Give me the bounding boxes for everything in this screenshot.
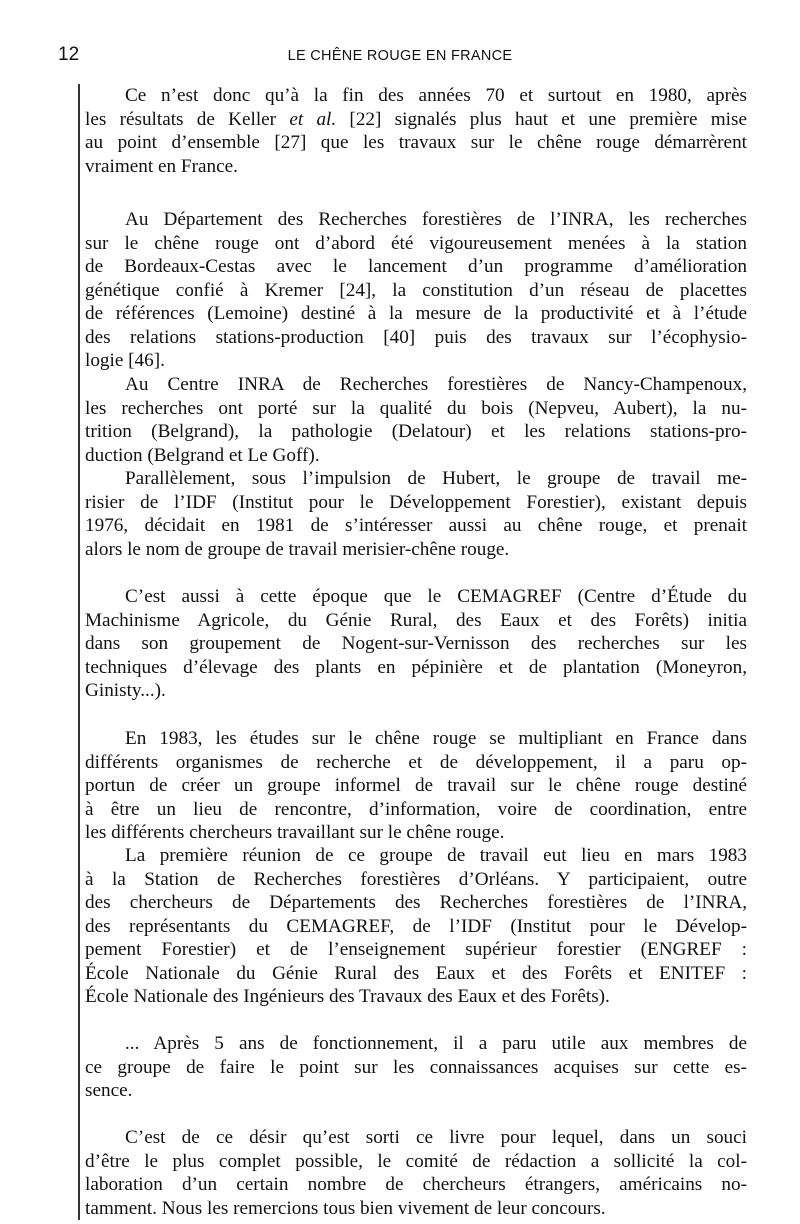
text-line: dans son groupement de Nogent-sur-Vernisson des recherches sur les — [85, 633, 747, 654]
text-line: à la Station de Recherches forestières d’Orléans. Y participaient, outre — [85, 868, 747, 890]
text-line: Au Département des Recherches forestières de l’INRA, les recherches — [125, 209, 747, 230]
text-line: duction (Belgrand et Le Goff). — [85, 444, 320, 466]
italic-text: et al. — [289, 108, 337, 130]
paragraph — [85, 1126, 747, 1220]
text-line: trition (Belgrand), la pathologie (Delatour) et les relations stations-pro- — [85, 421, 747, 442]
text-line: les recherches ont porté sur la qualité du bois (Nepveu, Aubert), la nu- — [85, 397, 747, 419]
paragraph — [85, 585, 747, 703]
text-line: de références (Lemoine) destiné à la mesure de la productivité et à l’étude — [85, 303, 747, 324]
text-line: d’être le plus complet possible, le comité de rédaction a sollicité la col- — [85, 1150, 747, 1172]
paragraph — [85, 1032, 747, 1103]
text-line: ... Après 5 ans de fonctionnement, il a paru utile aux membres de — [125, 1033, 747, 1054]
text-line: La première réunion de ce groupe de travail eut lieu en mars 1983 — [125, 845, 747, 866]
text-line: Ce n’est donc qu’à la fin des années 70 et surtout en 1980, après — [125, 85, 747, 106]
text-line: techniques d’élevage des plants en pépinière et de plantation (Moneyron, — [85, 656, 747, 678]
running-title: LE CHÊNE ROUGE EN FRANCE — [287, 48, 513, 64]
text-line: ce groupe de faire le point sur les connaissances acquises sur cette es- — [85, 1056, 747, 1078]
paragraph — [85, 844, 747, 1009]
text-line: à être un lieu de rencontre, d’information, voire de coordination, entre — [85, 798, 747, 820]
text-line: portun de créer un groupe informel de travail sur le chêne rouge destiné — [85, 775, 747, 796]
text-line: des chercheurs de Départements des Recherches forestières de l’INRA, — [85, 892, 747, 913]
text-line: de Bordeaux-Cestas avec le lancement d’un programme d’amélioration — [85, 256, 747, 277]
paragraph — [85, 373, 747, 467]
text-line: vraiment en France. — [85, 155, 238, 177]
text-line: Au Centre INRA de Recherches forestières de Nancy-Champenoux, — [125, 374, 747, 395]
paragraph — [85, 208, 747, 373]
paragraph — [85, 84, 747, 178]
text-line: risier de l’IDF (Institut pour le Développement Forestier), existant depuis — [85, 491, 747, 513]
text-line: des représentants du CEMAGREF, de l’IDF (Institut pour le Dévelop- — [85, 915, 747, 937]
text-line: École Nationale du Génie Rural des Eaux et des Forêts et ENITEF : — [85, 962, 747, 984]
text-line: tamment. Nous les remercions tous bien vivement de leur concours. — [85, 1197, 606, 1219]
text-segment: [22] signalés plus haut et une première mise — [336, 108, 747, 130]
text-line: Ginisty...). — [85, 680, 166, 701]
text-line: Machinisme Agricole, du Génie Rural, des Eaux et des Forêts) initia — [85, 609, 747, 631]
margin-rule — [78, 84, 80, 1220]
text-line: sur le chêne rouge ont d’abord été vigoureusement menées à la station — [85, 232, 747, 254]
text-line: logie [46]. — [85, 350, 165, 371]
text-line: au point d’ensemble [27] que les travaux sur le chêne rouge démarrèrent — [85, 132, 747, 153]
paragraph — [85, 467, 747, 561]
paragraph — [85, 727, 747, 845]
text-line: des relations stations-production [40] puis des travaux sur l’écophysio- — [85, 326, 747, 348]
text-line — [85, 108, 747, 132]
text-line: différents organismes de recherche et de développement, il a paru op- — [85, 751, 747, 773]
text-line: C’est de ce désir qu’est sorti ce livre pour lequel, dans un souci — [125, 1127, 747, 1148]
text-line: génétique confié à Kremer [24], la constitution d’un réseau de placettes — [85, 279, 747, 301]
text-line: laboration d’un certain nombre de chercheurs étrangers, américains no- — [85, 1174, 747, 1195]
text-line: Parallèlement, sous l’impulsion de Hubert, le groupe de travail me- — [125, 468, 747, 489]
text-line: C’est aussi à cette époque que le CEMAGREF (Centre d’Étude du — [125, 586, 747, 607]
text-line: En 1983, les études sur le chêne rouge se multipliant en France dans — [125, 728, 747, 749]
text-line: alors le nom de groupe de travail merisier-chêne rouge. — [85, 538, 510, 560]
text-segment: les résultats de Keller — [85, 108, 290, 130]
text-line: les différents chercheurs travaillant sur le chêne rouge. — [85, 822, 505, 843]
page-number: 12 — [58, 44, 80, 65]
text-line: sence. — [85, 1080, 133, 1101]
text-line: École Nationale des Ingénieurs des Travaux des Eaux et des Forêts). — [85, 986, 610, 1007]
text-line: pement Forestier) et de l’enseignement supérieur forestier (ENGREF : — [85, 939, 747, 960]
text-line: 1976, décidait en 1981 de s’intéresser aussi au chêne rouge, et prenait — [85, 515, 747, 536]
